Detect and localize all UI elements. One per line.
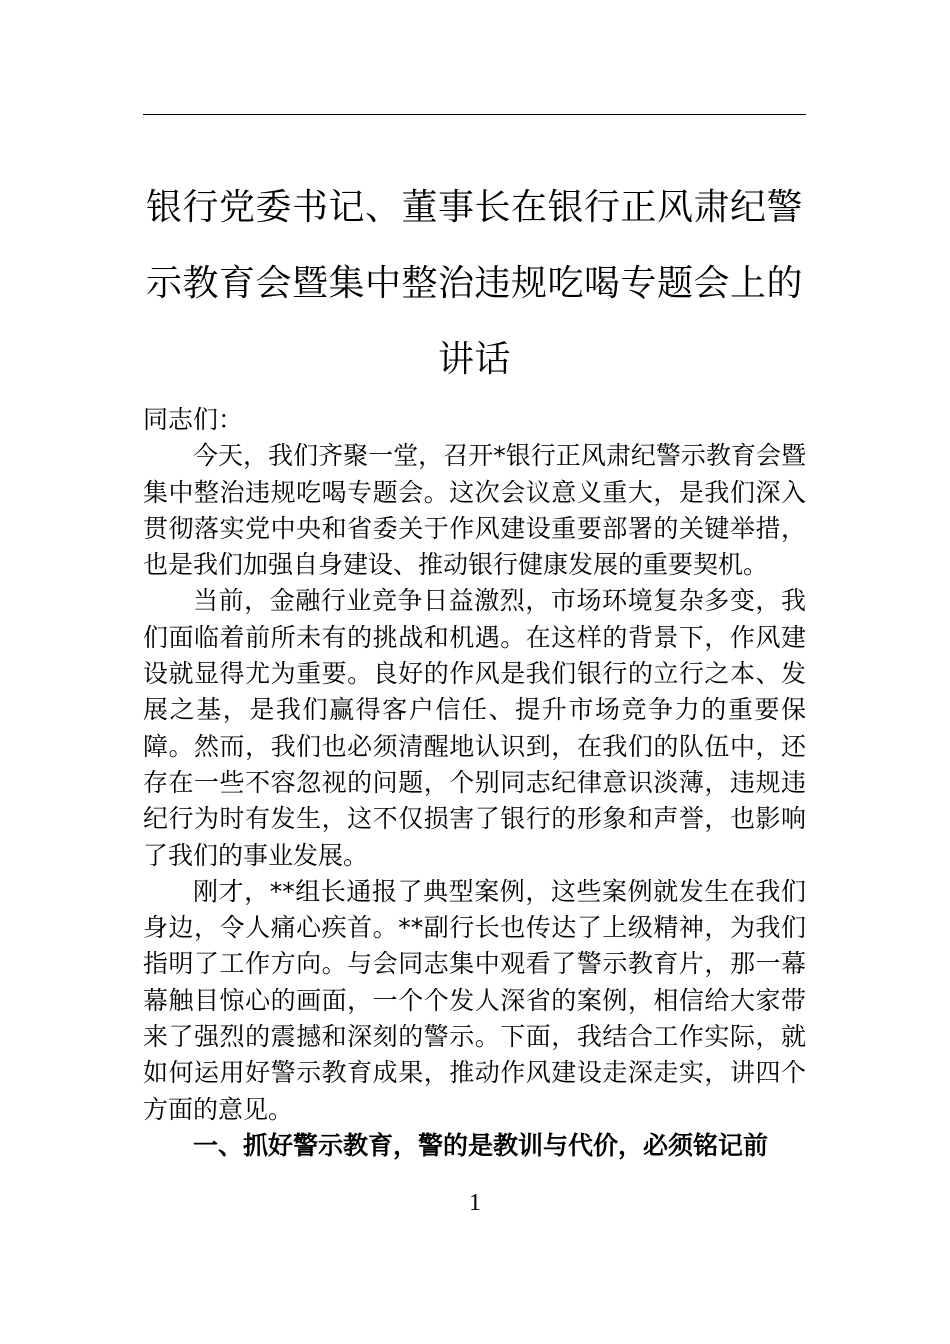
body-paragraph: 当前，金融行业竞争日益激烈，市场环境复杂多变，我们面临着前所未有的挑战和机遇。在这样的背景下，作风建设就显得尤为重要。良好的作风是我们银行的立行之本、发展之基，是我们赢得客户信任、提升市场竞争力的重要保障。然而，我们也必须清醒地认识到，在我们的队伍中，还存在一些不容忽视的问题，个别同志纪律意识淡薄，违规违纪行为时有发生，这不仅损害了银行的形象和声誉，也影响了我们的事业发展。	[143, 586, 806, 870]
page-number: 1	[469, 1190, 481, 1216]
header-rule	[143, 114, 806, 115]
section-heading: 一、抓好警示教育，警的是教训与代价，必须铭记前	[193, 1130, 769, 1160]
title-line: 示教育会暨集中整治违规吃喝专题会上的	[145, 263, 803, 304]
title-line: 银行党委书记、董事长在银行正风肃纪警	[145, 187, 803, 228]
document-body	[143, 402, 806, 1164]
title-line: 讲话	[437, 339, 511, 380]
document-title	[143, 170, 806, 398]
body-paragraph: 今天，我们齐聚一堂，召开*银行正风肃纪警示教育会暨集中整治违规吃喝专题会。这次会议意义重大，是我们深入贯彻落实党中央和省委关于作风建设重要部署的关键举措，也是我们加强自身建设、推动银行健康发展的重要契机。	[143, 441, 806, 580]
salutation: 同志们：	[143, 405, 244, 434]
body-paragraph: 刚才，**组长通报了典型案例，这些案例就发生在我们身边，令人痛心疾首。**副行长也传达了上级精神，为我们指明了工作方向。与会同志集中观看了警示教育片，那一幕幕触目惊心的画面，一个个发人深省的案例，相信给大家带来了强烈的震撼和深刻的警示。下面，我结合工作实际，就如何运用好警示教育成果，推动作风建设走深走实，讲四个方面的意见。	[143, 876, 806, 1124]
